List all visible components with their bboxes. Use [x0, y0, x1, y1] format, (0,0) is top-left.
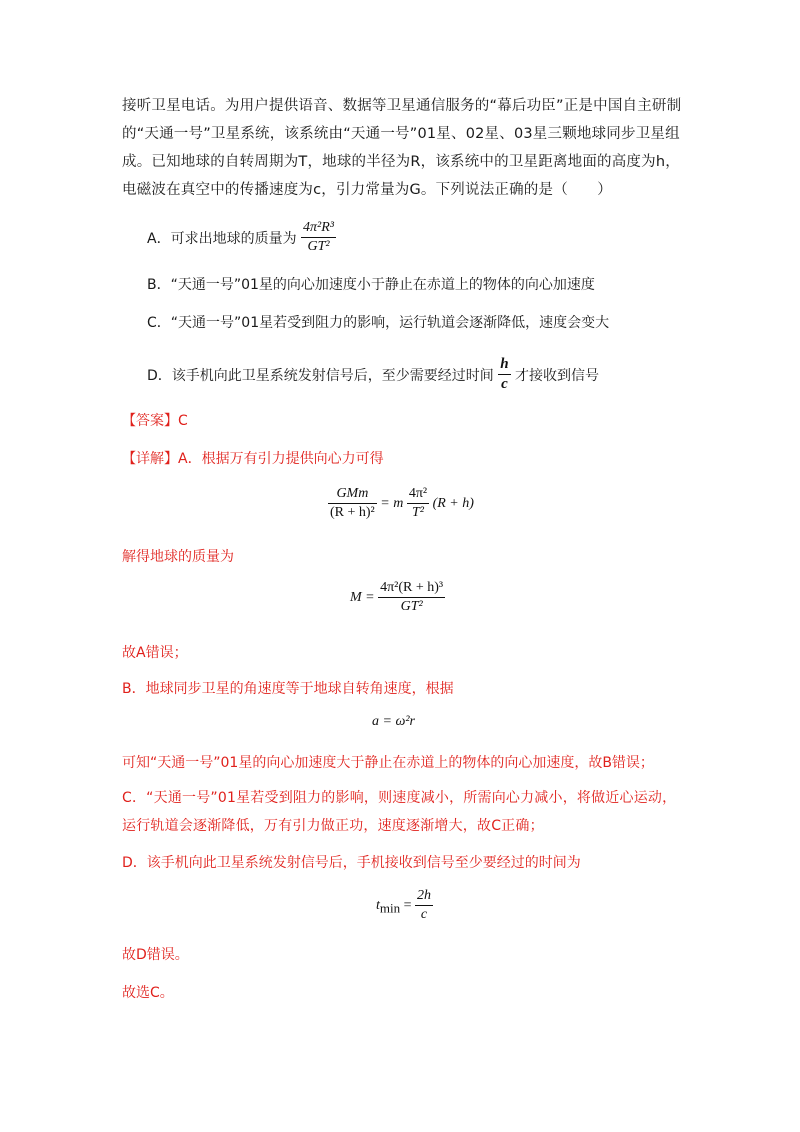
eq4-left: t [376, 897, 380, 913]
eq4-denominator: c [415, 905, 433, 923]
option-c: C．“天通一号”01星若受到阻力的影响，运行轨道会逐渐降低，速度会变大 [147, 315, 610, 331]
eq2-denominator: GT² [378, 597, 445, 615]
answer-line [122, 410, 188, 430]
analysis-a-conclusion: 故A错误； [122, 645, 188, 661]
eq4-subscript: min [379, 900, 401, 916]
eq1-right-fraction [407, 486, 429, 521]
eq1-left-denominator: (R + h)² [330, 505, 375, 520]
analysis-mass-intro: 解得地球的质量为 [122, 549, 234, 565]
analysis-b-intro: B．地球同步卫星的角速度等于地球自转角速度，根据 [122, 681, 454, 697]
eq4-fraction [415, 888, 433, 923]
analysis-c-text: C．“天通一号”01星若受到阻力的影响，则速度减小，所需向心力减小，将做近心运动，运行轨道会逐渐降低，万有引力做正功，速度逐渐增大，故C正确； [122, 790, 677, 834]
answer-value: C [178, 413, 188, 429]
analysis-d-intro: D．该手机向此卫星系统发射信号后，手机接收到信号至少要经过的时间为 [122, 855, 581, 871]
option-d-formula-denominator: c [498, 374, 510, 393]
eq1-tail: (R + h) [432, 495, 474, 511]
eq2-numerator: 4π²(R + h)³ [380, 580, 444, 595]
analysis-b-conclusion: 可知“天通一号”01星的向心加速度大于静止在赤道上的物体的向心加速度，故B错误； [122, 755, 654, 771]
eq1-right-denominator: T² [407, 503, 429, 521]
option-a-text: A．可求出地球的质量为 [147, 230, 297, 247]
option-d [147, 356, 599, 393]
eq1-left-numerator: GMm [336, 486, 369, 501]
option-d-formula [498, 356, 510, 393]
equation-acceleration: a = ω²r [372, 714, 415, 729]
eq2-fraction [378, 580, 445, 615]
option-d-text: D．该手机向此卫星系统发射信号后，至少需要经过时间 [147, 367, 494, 384]
option-a-formula-numerator: 4π²R³ [303, 220, 334, 235]
option-a [147, 220, 336, 255]
analysis-a-intro-line [122, 448, 384, 468]
equation-time [376, 888, 433, 923]
option-b: B．“天通一号”01星的向心加速度小于静止在赤道上的物体的向心加速度 [147, 277, 595, 293]
answer-label: 【答案】 [122, 413, 178, 429]
eq4-equals: = [403, 897, 412, 913]
option-a-formula-denominator: GT² [301, 237, 336, 255]
eq1-right-numerator: 4π² [408, 486, 428, 501]
option-d-formula-numerator: h [500, 356, 509, 372]
analysis-a-intro: A．根据万有引力提供向心力可得 [178, 451, 384, 467]
eq1-left-fraction [328, 486, 377, 521]
option-d-suffix: 才接收到信号 [515, 367, 600, 384]
equation-mass [350, 580, 445, 615]
analysis-d-conclusion: 故D错误。 [122, 947, 189, 963]
eq2-left: M = [350, 589, 375, 605]
eq4-numerator: 2h [417, 888, 432, 903]
eq1-middle: = m [380, 495, 404, 511]
analysis-final: 故选C。 [122, 985, 174, 1001]
option-a-formula [301, 220, 336, 255]
equation-gravitation [328, 486, 474, 521]
question-stem: 接听卫星电话。为用户提供语音、数据等卫星通信服务的“幕后功臣”正是中国自主研制的“天通一号”卫星系统，该系统由“天通一号”01星、02星、03星三颗地球同步卫星组成。已知地球的自转周期为T，地球的半径为R，该系统中的卫星距离地面的高度为h，电磁波在真空中的传播速度为c，引力常量为G。下列说法正确的是（ ） [122, 98, 682, 198]
analysis-label: 【详解】 [122, 451, 178, 467]
